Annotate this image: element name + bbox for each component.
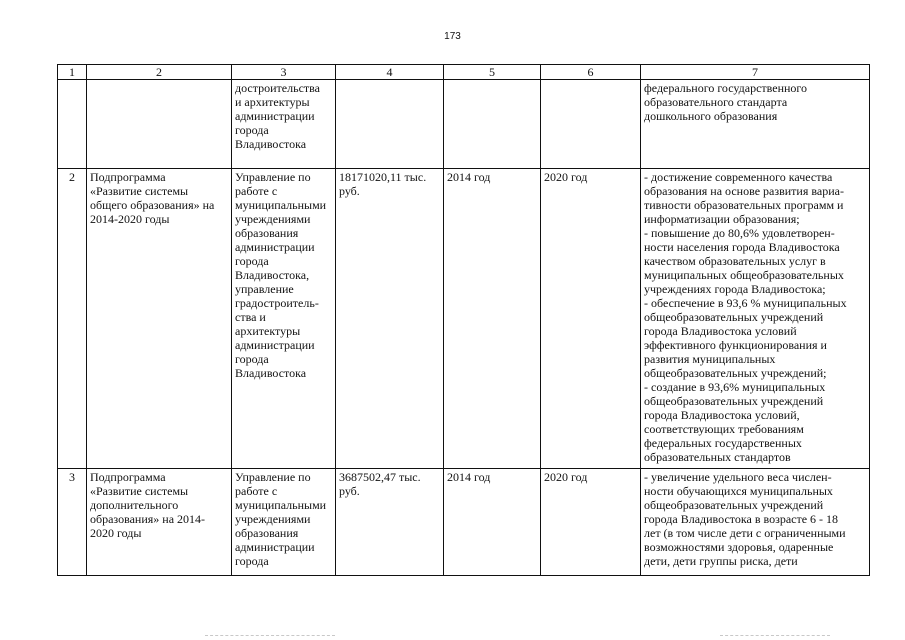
subprogram-name-cell	[87, 80, 232, 169]
expected-results-cell: федерального государственного образовательного стандарта дошкольного образования	[641, 80, 870, 169]
row-number-cell: 2	[58, 169, 87, 469]
table-row	[58, 169, 870, 469]
executor-cell: Управление по работе с муниципальными учреждениями образования администрации города	[232, 469, 336, 576]
row-number-cell: 3	[58, 469, 87, 576]
page-number: 173	[444, 31, 461, 42]
column-number: 2	[87, 65, 232, 80]
subprogram-name-cell: Подпрограмма «Развитие системы общего образования» на 2014-2020 годы	[87, 169, 232, 469]
row-number-cell	[58, 80, 87, 169]
subprogram-table	[57, 64, 870, 576]
start-year-cell: 2014 год	[444, 169, 541, 469]
column-number: 7	[641, 65, 870, 80]
executor-cell: Управление по работе с муниципальными учреждениями образования администрации города Владивостока, управление градостроитель- ства и архитектуры администрации города Владивостока	[232, 169, 336, 469]
end-year-cell: 2020 год	[541, 469, 641, 576]
column-number: 6	[541, 65, 641, 80]
start-year-cell	[444, 80, 541, 169]
column-number: 3	[232, 65, 336, 80]
subprogram-name-cell: Подпрограмма «Развитие системы дополнительного образования» на 2014- 2020 годы	[87, 469, 232, 576]
scan-artifact-line	[720, 635, 830, 637]
table-row	[58, 80, 870, 169]
column-number: 1	[58, 65, 87, 80]
funding-cell: 3687502,47 тыс. руб.	[336, 469, 444, 576]
column-number: 4	[336, 65, 444, 80]
start-year-cell: 2014 год	[444, 469, 541, 576]
column-number: 5	[444, 65, 541, 80]
expected-results-cell: - увеличение удельного веса числен- ности обучающихся муниципальных общеобразовательных учреждений города Владивостока в возрасте 6 - 18 лет (в том числе дети с ограниченными возможностями здоровья, одаренные дети, дети группы риска, дети	[641, 469, 870, 576]
end-year-cell: 2020 год	[541, 169, 641, 469]
funding-cell: 18171020,11 тыс. руб.	[336, 169, 444, 469]
table-row	[58, 469, 870, 576]
scan-artifact-line	[205, 635, 335, 637]
executor-cell: достроительства и архитектуры администрации города Владивостока	[232, 80, 336, 169]
funding-cell	[336, 80, 444, 169]
column-number-row	[58, 65, 870, 80]
expected-results-cell: - достижение современного качества образования на основе развития вариа- тивности образовательных программ и информатизации образования; - повышение до 80,6% удовлетворен- ности населения города Владивостока качеством образовательных услуг в муниципальных общеобразовательных учреждениях города Владивостока; - обеспечение в 93,6 % муниципальных общеобразовательных учреждений города Владивостока условий эффективного функционирования и развития муниципальных общеобразовательных учреждений; - создание в 93,6% муниципальных общеобразовательных учреждений города Владивостока условий, соответствующих требованиям федеральных государственных образовательных стандартов	[641, 169, 870, 469]
end-year-cell	[541, 80, 641, 169]
